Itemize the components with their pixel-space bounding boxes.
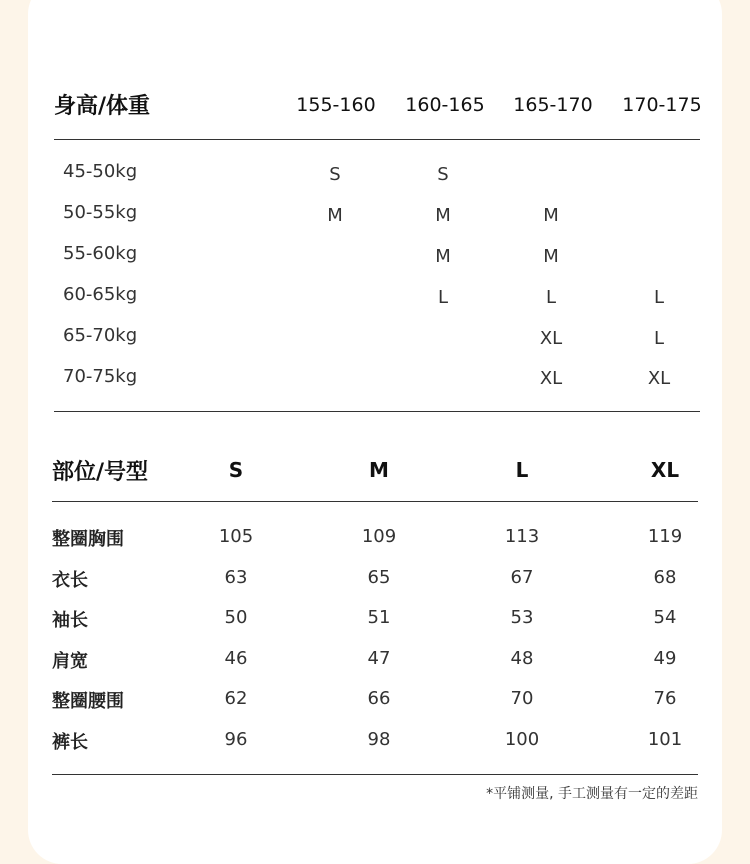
- measure-cell: 53: [510, 607, 534, 628]
- part-label: 裤长: [52, 732, 88, 753]
- size-cell: XL: [647, 368, 671, 389]
- measure-cell: 49: [653, 648, 677, 669]
- measure-cell: 98: [367, 729, 391, 750]
- size-col-s: S: [228, 458, 244, 482]
- size-col-xl: XL: [650, 458, 680, 482]
- measure-cell: 54: [653, 607, 677, 628]
- size-cell: M: [435, 246, 451, 267]
- measure-cell: 100: [504, 729, 540, 750]
- size-cell: S: [437, 164, 449, 185]
- size-cell: M: [435, 205, 451, 226]
- part-label: 肩宽: [52, 651, 88, 672]
- part-label: 袖长: [52, 610, 88, 631]
- height-col-1: 155-160: [296, 94, 376, 116]
- height-col-3: 165-170: [513, 94, 593, 116]
- size-cell: L: [653, 328, 665, 349]
- size-cell: M: [543, 246, 559, 267]
- weight-row-label: 45-50kg: [63, 161, 138, 182]
- weight-row-label: 60-65kg: [63, 284, 138, 305]
- measure-cell: 65: [367, 567, 391, 588]
- size-cell: L: [653, 287, 665, 308]
- part-label: 整圈腰围: [52, 691, 124, 712]
- measure-cell: 68: [653, 567, 677, 588]
- part-label: 衣长: [52, 570, 88, 591]
- measure-cell: 101: [647, 729, 683, 750]
- table2-header-divider: [52, 501, 698, 502]
- measure-cell: 47: [367, 648, 391, 669]
- table2-bottom-divider: [52, 774, 698, 775]
- weight-row-label: 65-70kg: [63, 325, 138, 346]
- table1-header-divider: [54, 139, 700, 140]
- measure-cell: 67: [510, 567, 534, 588]
- measure-cell: 119: [647, 526, 683, 547]
- size-cell: L: [545, 287, 557, 308]
- size-cell: L: [437, 287, 449, 308]
- weight-row-label: 50-55kg: [63, 202, 138, 223]
- size-cell: M: [543, 205, 559, 226]
- size-col-m: M: [369, 458, 389, 482]
- size-cell: XL: [539, 328, 563, 349]
- measure-cell: 66: [367, 688, 391, 709]
- measure-cell: 63: [224, 567, 248, 588]
- size-col-l: L: [515, 458, 529, 482]
- measure-cell: 62: [224, 688, 248, 709]
- measurement-footnote: *平铺测量, 手工测量有一定的差距: [486, 786, 698, 802]
- measure-cell: 96: [224, 729, 248, 750]
- measure-cell: 70: [510, 688, 534, 709]
- height-col-4: 170-175: [622, 94, 702, 116]
- weight-row-label: 70-75kg: [63, 366, 138, 387]
- measure-cell: 46: [224, 648, 248, 669]
- part-size-corner-label: 部位/号型: [52, 460, 149, 485]
- size-cell: M: [327, 205, 343, 226]
- height-col-2: 160-165: [405, 94, 485, 116]
- measure-cell: 76: [653, 688, 677, 709]
- height-weight-corner-label: 身高/体重: [54, 94, 151, 119]
- measure-cell: 50: [224, 607, 248, 628]
- measure-cell: 105: [218, 526, 254, 547]
- size-cell: XL: [539, 368, 563, 389]
- measure-cell: 48: [510, 648, 534, 669]
- weight-row-label: 55-60kg: [63, 243, 138, 264]
- measure-cell: 113: [504, 526, 540, 547]
- measure-cell: 51: [367, 607, 391, 628]
- size-cell: S: [329, 164, 341, 185]
- measure-cell: 109: [361, 526, 397, 547]
- part-label: 整圈胸围: [52, 529, 124, 550]
- table1-bottom-divider: [54, 411, 700, 412]
